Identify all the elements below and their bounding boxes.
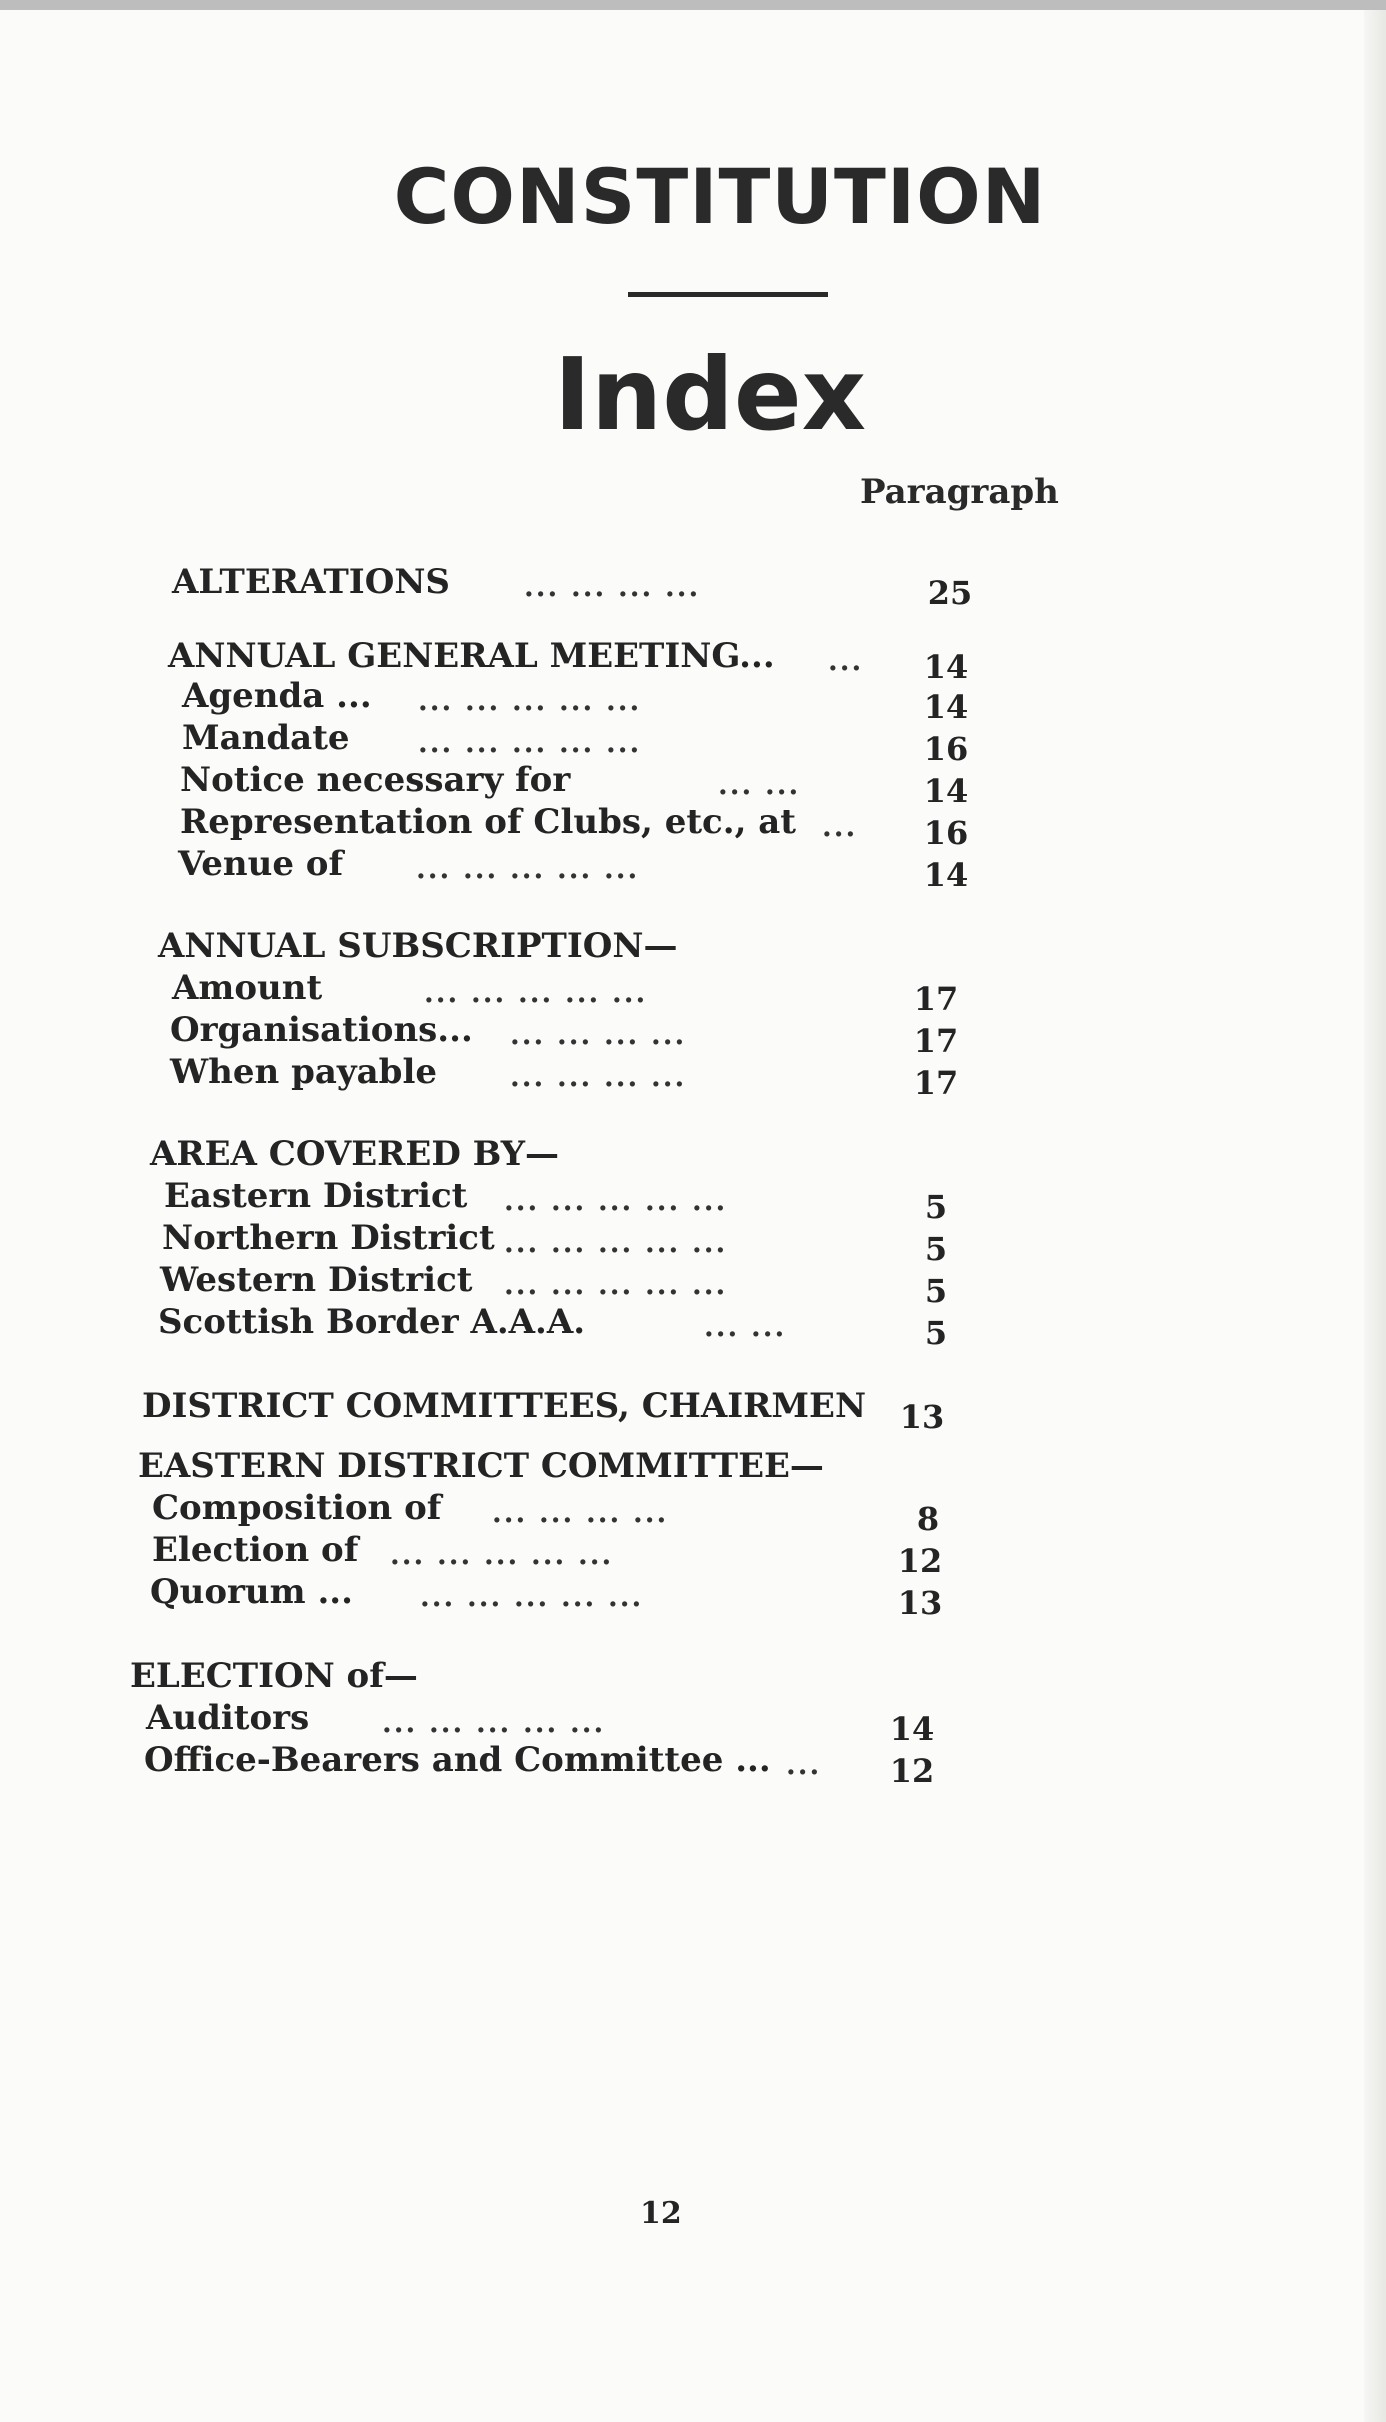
leader-dots: ... ... (718, 768, 801, 801)
index-entry (130, 1656, 930, 1700)
entry-label: AREA COVERED BY— (150, 1134, 560, 1174)
entry-label: Organisations... (170, 1010, 473, 1050)
index-entry (170, 1010, 970, 1060)
paragraph-number: 12 (897, 1542, 943, 1580)
entry-label: Venue of (178, 844, 344, 884)
leader-dots: ... ... (704, 1310, 787, 1343)
index-entry (182, 718, 982, 768)
paragraph-number: 12 (889, 1752, 935, 1790)
index-entry (142, 1386, 945, 1436)
leader-dots: ... ... ... ... ... (424, 976, 648, 1009)
paragraph-number: 14 (889, 1710, 935, 1748)
paragraph-number: 5 (924, 1188, 948, 1226)
paragraph-number: 13 (899, 1398, 945, 1436)
entry-label: Office-Bearers and Committee ... (144, 1740, 771, 1780)
leader-dots: ... ... ... ... (510, 1018, 687, 1051)
leader-dots: ... ... ... ... ... (504, 1226, 728, 1259)
index-entry (178, 844, 978, 894)
paragraph-number: 5 (924, 1272, 948, 1310)
entry-label: ANNUAL SUBSCRIPTION— (158, 926, 678, 966)
paragraph-number: 8 (916, 1500, 940, 1538)
entry-label: ANNUAL GENERAL MEETING... (168, 636, 775, 676)
entry-label: Auditors (146, 1698, 310, 1738)
index-heading: Index (553, 336, 867, 453)
entry-label: Northern District (162, 1218, 495, 1258)
leader-dots: ... ... ... ... ... (418, 726, 642, 759)
leader-dots: ... (828, 644, 864, 677)
entry-label: Quorum ... (150, 1572, 353, 1612)
entry-label: DISTRICT COMMITTEES, CHAIRMEN (142, 1386, 867, 1426)
paragraph-number: 5 (924, 1230, 948, 1268)
page-number: 12 (640, 2196, 682, 2231)
paragraph-number: 13 (897, 1584, 943, 1622)
paragraph-number: 14 (923, 648, 969, 686)
index-entry (180, 802, 980, 852)
paragraph-column-label: Paragraph (860, 472, 1059, 512)
index-entry (150, 1572, 950, 1622)
leader-dots: ... ... ... ... ... (420, 1580, 644, 1613)
index-entry (172, 968, 972, 1018)
page-title: CONSTITUTION (393, 152, 1047, 241)
index-entry (162, 1218, 962, 1268)
leader-dots: ... ... ... ... (492, 1496, 669, 1529)
index-entry (160, 1260, 960, 1310)
index-entry (180, 760, 980, 810)
leader-dots: ... ... ... ... ... (416, 852, 640, 885)
entry-label: Scottish Border A.A.A. (158, 1302, 586, 1342)
leader-dots: ... ... ... ... ... (504, 1184, 728, 1217)
leader-dots: ... ... ... ... ... (504, 1268, 728, 1301)
index-entry (182, 676, 982, 726)
paragraph-number: 14 (923, 856, 969, 894)
entry-label: Agenda ... (182, 676, 372, 716)
paragraph-number: 14 (923, 688, 969, 726)
index-entry (170, 1052, 970, 1102)
index-entry (164, 1176, 964, 1226)
entry-label: ALTERATIONS (172, 562, 450, 602)
entry-label: Mandate (182, 718, 350, 758)
index-entry (152, 1488, 952, 1538)
leader-dots: ... ... ... ... ... (418, 684, 642, 717)
paragraph-number: 17 (913, 1064, 959, 1102)
index-entry (172, 562, 973, 612)
leader-dots: ... ... ... ... (510, 1060, 687, 1093)
index-entry (144, 1740, 944, 1790)
entry-label: EASTERN DISTRICT COMMITTEE— (138, 1446, 824, 1486)
index-entry (158, 926, 958, 970)
entry-label: Election of (152, 1530, 359, 1570)
paragraph-number: 17 (913, 980, 959, 1018)
index-entry (152, 1530, 952, 1580)
entry-label: ELECTION of— (130, 1656, 418, 1696)
index-entry (150, 1134, 950, 1178)
paragraph-number: 16 (923, 814, 969, 852)
entry-label: Representation of Clubs, etc., at (180, 802, 797, 842)
entry-label: Composition of (152, 1488, 442, 1528)
entry-label: When payable (170, 1052, 438, 1092)
index-entry (158, 1302, 958, 1352)
paragraph-number: 5 (924, 1314, 948, 1352)
entry-label: Notice necessary for (180, 760, 571, 800)
leader-dots: ... ... ... ... ... (382, 1706, 606, 1739)
entry-label: Eastern District (164, 1176, 468, 1216)
paragraph-number: 14 (923, 772, 969, 810)
index-entry (138, 1446, 938, 1490)
leader-dots: ... ... ... ... (524, 570, 701, 603)
index-entry (146, 1698, 946, 1748)
paragraph-number: 17 (913, 1022, 959, 1060)
entry-label: Amount (172, 968, 323, 1008)
index-entry (168, 636, 969, 686)
paragraph-number: 16 (923, 730, 969, 768)
leader-dots: ... ... ... ... ... (390, 1538, 614, 1571)
entry-label: Western District (160, 1260, 473, 1300)
paragraph-number: 25 (927, 574, 973, 612)
leader-dots: ... (786, 1748, 822, 1781)
leader-dots: ... (822, 810, 858, 843)
